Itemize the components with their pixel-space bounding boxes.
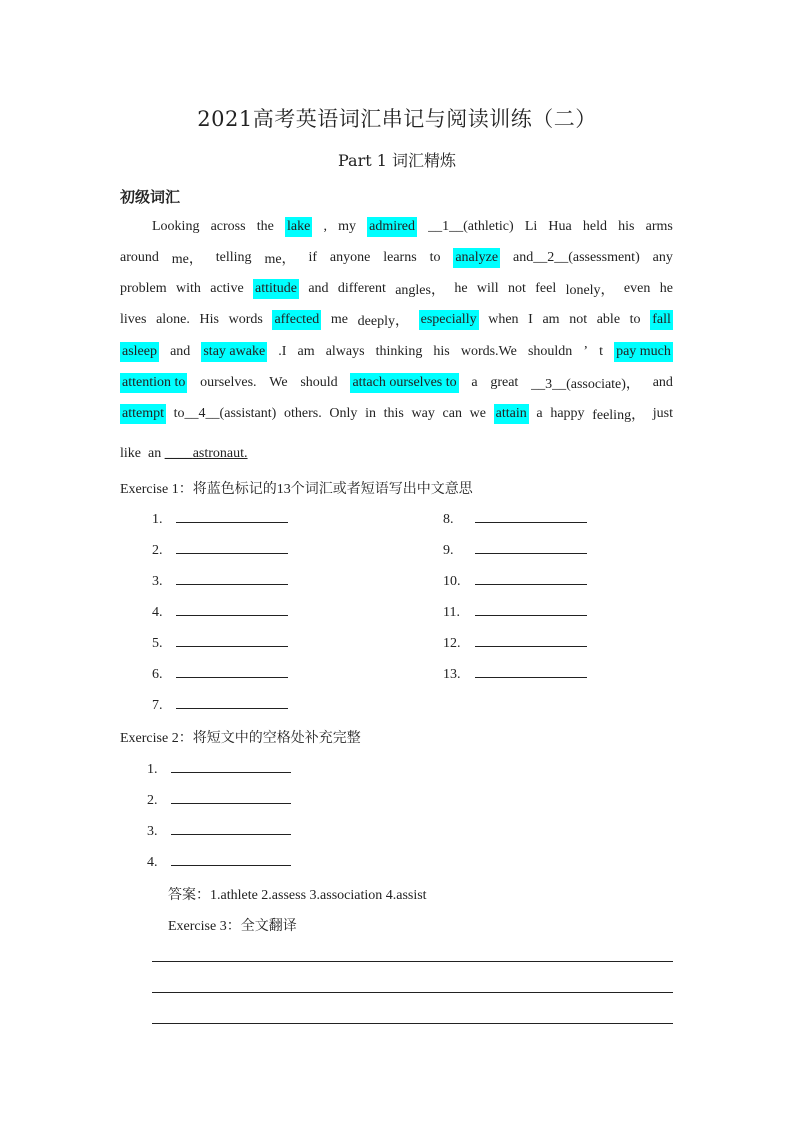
exercise-item	[152, 572, 288, 590]
passage-word: will	[476, 281, 499, 296]
exercise-item	[443, 510, 587, 528]
passage-line	[120, 247, 673, 269]
passage-word: t	[599, 344, 603, 359]
highlighted-vocab: analyze	[453, 248, 500, 268]
passage-word: he	[454, 281, 468, 296]
passage-word: his	[618, 219, 635, 234]
passage-word: Looking	[152, 219, 200, 234]
exercise-item	[443, 634, 587, 652]
passage-word: we	[469, 406, 486, 421]
item-number: 4.	[152, 605, 163, 620]
exercise-item	[443, 572, 587, 590]
passage-word: a	[536, 406, 543, 421]
passage-word: feeling，	[592, 408, 646, 423]
passage-line	[152, 216, 673, 238]
passage-word: alone.	[156, 312, 190, 327]
item-number: 8.	[443, 512, 454, 527]
item-number: 6.	[152, 667, 163, 682]
passage-word: active	[210, 281, 244, 296]
answer-blank[interactable]	[171, 791, 291, 804]
item-number: 3.	[152, 574, 163, 589]
answer-blank[interactable]	[171, 822, 291, 835]
exercise-item	[152, 603, 288, 621]
passage-word: words.We	[460, 344, 517, 359]
highlighted-vocab: fall	[650, 310, 673, 330]
highlighted-vocab: stay awake	[201, 342, 267, 362]
passage-word: arms	[645, 219, 673, 234]
passage-word: His	[199, 312, 219, 327]
answer-blank[interactable]	[176, 634, 288, 647]
section-heading: 初级词汇	[120, 188, 181, 206]
passage-word: feel	[535, 281, 557, 296]
passage-word: ourselves.	[200, 375, 257, 390]
passage-word: across	[210, 219, 246, 234]
passage-word: am	[542, 312, 560, 327]
last-line-word: astronaut.	[192, 446, 248, 461]
exercise-item	[152, 696, 288, 714]
answer-blank[interactable]	[176, 572, 288, 585]
passage-word: lives	[120, 312, 147, 327]
passage-word: he	[659, 281, 673, 296]
passage-word: anyone	[329, 250, 371, 265]
item-number: 4.	[147, 855, 158, 870]
answer-blank[interactable]	[171, 760, 291, 773]
passage-word: and	[170, 344, 191, 359]
passage-line	[120, 309, 673, 331]
passage-word: .I	[278, 344, 287, 359]
item-number: 2.	[152, 543, 163, 558]
document-title: 2021高考英语词汇串记与阅读训练（二）	[197, 107, 597, 131]
passage-word: and	[308, 281, 329, 296]
answer-blank[interactable]	[475, 541, 587, 554]
passage-word: if	[308, 250, 318, 265]
highlighted-vocab: admired	[367, 217, 417, 237]
answer-blank[interactable]	[475, 634, 587, 647]
passage-word: lonely，	[565, 283, 615, 298]
exercise3-heading: Exercise 3：全文翻译	[168, 919, 297, 934]
exercise-item	[443, 603, 587, 621]
passage-word: a	[471, 375, 478, 390]
passage-word: to	[429, 250, 441, 265]
exercise-item	[147, 791, 291, 809]
passage-word: telling	[215, 250, 252, 265]
answer-blank[interactable]	[475, 510, 587, 523]
item-number: 5.	[152, 636, 163, 651]
passage-word: I	[528, 312, 533, 327]
answer-blank[interactable]	[176, 510, 288, 523]
passage-word: others.	[284, 406, 322, 421]
translation-line[interactable]	[152, 961, 673, 962]
passage-word: me，	[264, 252, 296, 267]
passage-word: me，	[171, 252, 203, 267]
highlighted-vocab: affected	[272, 310, 321, 330]
passage-word: and	[652, 375, 673, 390]
passage-word: any	[652, 250, 673, 265]
passage-line	[120, 372, 673, 394]
passage-word: Only	[329, 406, 358, 421]
translation-line[interactable]	[152, 1023, 673, 1024]
answer-blank[interactable]	[176, 696, 288, 709]
passage-word: angles，	[395, 283, 445, 298]
passage-word: ,	[323, 219, 327, 234]
item-number: 9.	[443, 543, 454, 558]
last-line-prefix: like an	[120, 446, 162, 461]
passage-word: held	[582, 219, 607, 234]
exercise-item	[147, 760, 291, 778]
exercise1-heading: Exercise 1：将蓝色标记的13个词汇或者短语写出中文意思	[120, 482, 473, 497]
highlighted-vocab: especially	[419, 310, 479, 330]
item-number: 7.	[152, 698, 163, 713]
passage-word: learns	[383, 250, 417, 265]
passage-word: this	[383, 406, 404, 421]
passage-word: not	[569, 312, 588, 327]
passage-word: problem	[120, 281, 167, 296]
passage-line	[120, 403, 673, 425]
exercise-item	[443, 665, 587, 683]
passage-word: Li	[524, 219, 538, 234]
passage-word: __3__(associate)，	[531, 377, 640, 392]
item-number: 1.	[152, 512, 163, 527]
answer-blank[interactable]	[475, 665, 587, 678]
passage-word: great	[490, 375, 519, 390]
item-number: 12.	[443, 636, 461, 651]
passage-word: in	[365, 406, 376, 421]
exercise-item	[147, 853, 291, 871]
passage-word: different	[337, 281, 386, 296]
passage-word: just	[652, 406, 673, 421]
passage-word: should	[300, 375, 338, 390]
exercise-item	[152, 510, 288, 528]
highlighted-vocab: attempt	[120, 404, 166, 424]
passage-word: __1__(athletic)	[428, 219, 514, 234]
passage-word: always	[325, 344, 365, 359]
item-number: 3.	[147, 824, 158, 839]
passage-word: can	[442, 406, 462, 421]
passage-word: ’	[583, 344, 589, 359]
item-number: 2.	[147, 793, 158, 808]
item-number: 1.	[147, 762, 158, 777]
passage-word: me	[330, 312, 349, 327]
exercise2-heading: Exercise 2：将短文中的空格处补充完整	[120, 731, 361, 746]
highlighted-vocab: attention to	[120, 373, 187, 393]
passage-word: words	[228, 312, 263, 327]
passage-word: am	[297, 344, 315, 359]
passage-word: my	[338, 219, 356, 234]
item-number: 13.	[443, 667, 461, 682]
passage-word: when	[488, 312, 519, 327]
passage-word: deeply，	[357, 314, 409, 329]
highlighted-vocab: pay much	[614, 342, 673, 362]
answer-blank[interactable]	[176, 603, 288, 616]
passage-line	[120, 278, 673, 300]
exercise-item	[443, 541, 587, 559]
passage-word: with	[176, 281, 201, 296]
passage-word: happy	[550, 406, 585, 421]
passage-word: shouldn	[527, 344, 573, 359]
passage-word: able	[596, 312, 621, 327]
passage-word: to__4__(assistant)	[173, 406, 277, 421]
exercise-item	[152, 541, 288, 559]
passage-word: to	[629, 312, 641, 327]
answer-blank[interactable]	[475, 603, 587, 616]
answer-key: 答案：1.athlete 2.assess 3.association 4.assist	[168, 888, 427, 903]
passage-word: around	[120, 250, 159, 265]
passage-word: the	[256, 219, 274, 234]
highlighted-vocab: asleep	[120, 342, 159, 362]
exercise-item	[147, 822, 291, 840]
translation-line[interactable]	[152, 992, 673, 993]
passage-word: We	[269, 375, 288, 390]
passage-last-line	[120, 446, 248, 462]
passage-word: his	[433, 344, 450, 359]
highlighted-vocab: attain	[494, 404, 529, 424]
answer-blank[interactable]	[171, 853, 291, 866]
answer-blank[interactable]	[475, 572, 587, 585]
answer-blank[interactable]	[176, 541, 288, 554]
highlighted-vocab: lake	[285, 217, 312, 237]
exercise-item	[152, 634, 288, 652]
passage-word: and__2__(assessment)	[512, 250, 640, 265]
passage-line	[120, 341, 673, 363]
part-subtitle: Part 1 词汇精炼	[337, 151, 457, 170]
passage-word: Hua	[548, 219, 572, 234]
answer-blank[interactable]	[176, 665, 288, 678]
item-number: 11.	[443, 605, 460, 620]
passage-word: not	[508, 281, 526, 296]
last-line-blank: ____	[164, 446, 193, 461]
highlighted-vocab: attitude	[253, 279, 299, 299]
exercise-item	[152, 665, 288, 683]
passage-word: even	[623, 281, 651, 296]
highlighted-vocab: attach ourselves to	[350, 373, 458, 393]
passage-word: way	[411, 406, 435, 421]
passage-word: thinking	[375, 344, 423, 359]
item-number: 10.	[443, 574, 461, 589]
